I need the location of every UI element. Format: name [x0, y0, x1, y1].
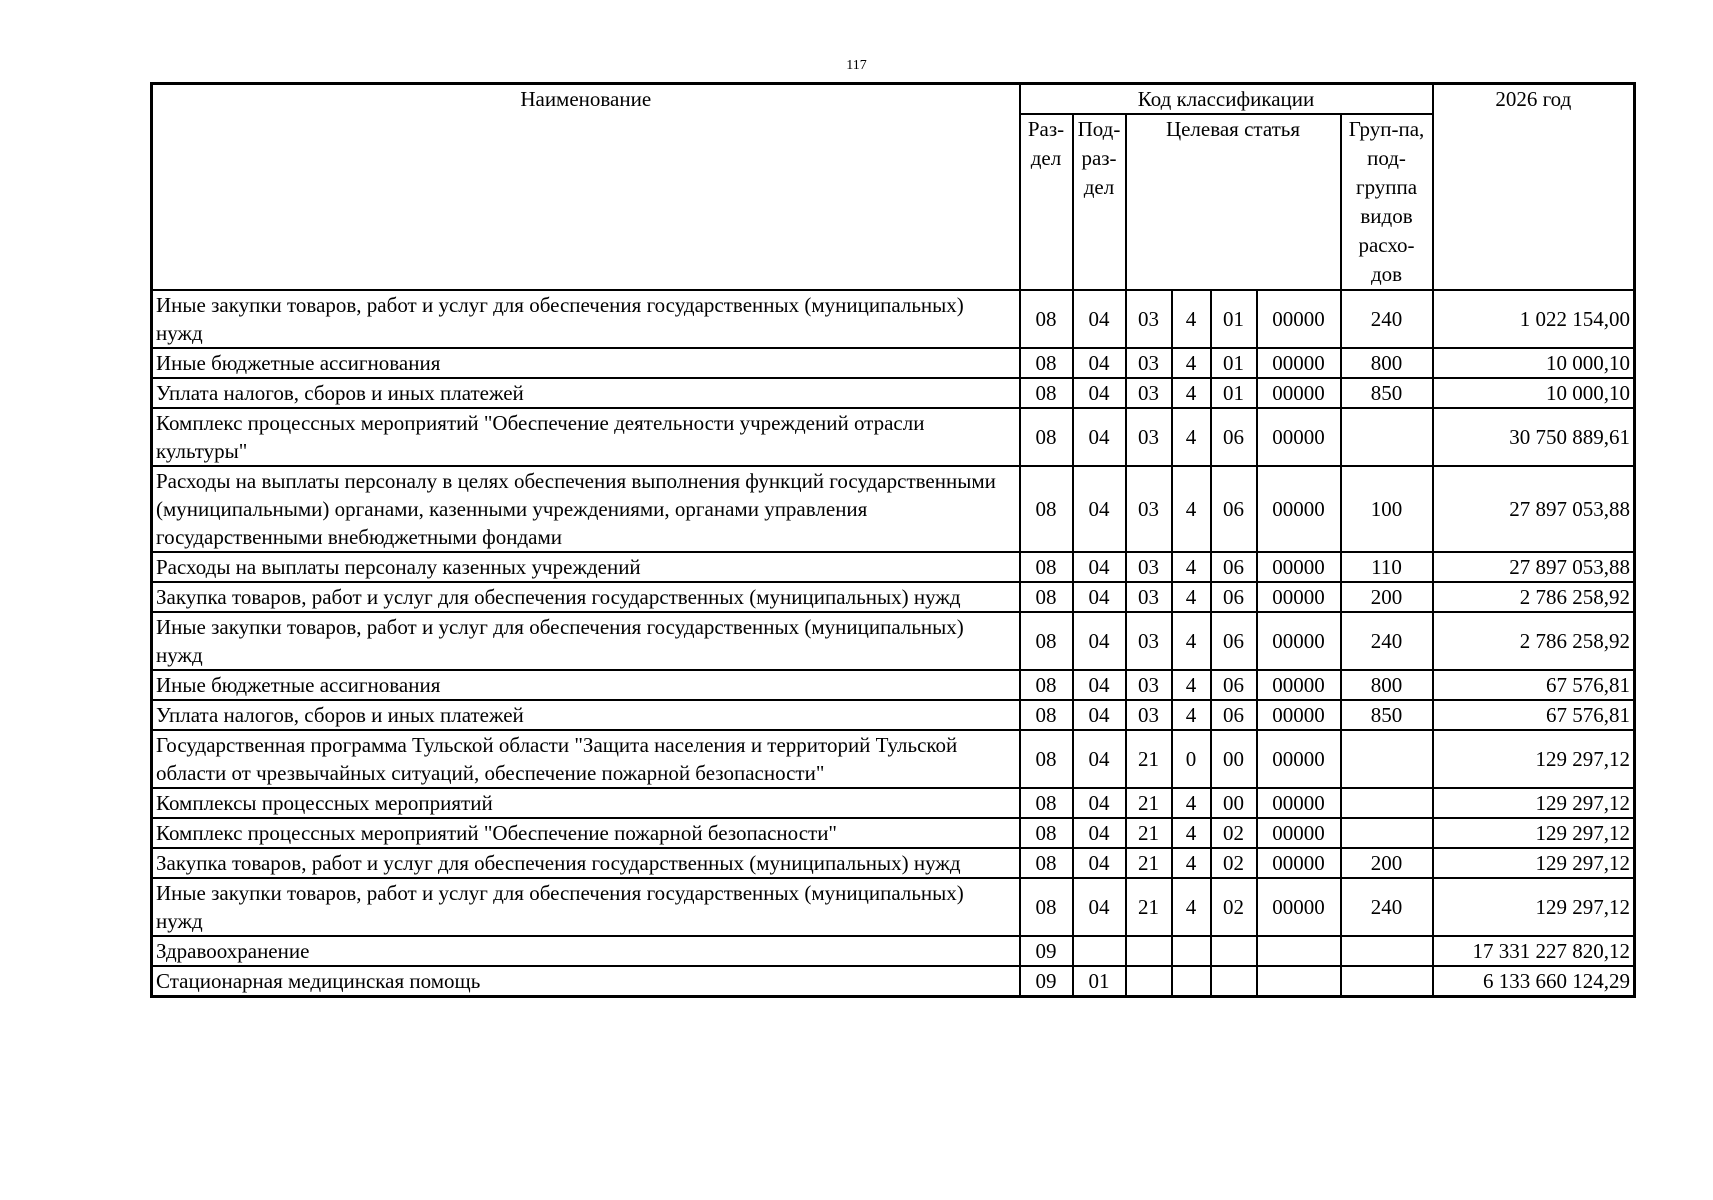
cell-target-direction: 00000: [1257, 378, 1341, 408]
cell-target-subprogram: 01: [1211, 348, 1257, 378]
cell-name: Комплексы процессных мероприятий: [152, 788, 1020, 818]
cell-target-subprogram: 01: [1211, 290, 1257, 348]
cell-podrazdel: 04: [1073, 612, 1126, 670]
cell-podrazdel: 04: [1073, 552, 1126, 582]
cell-amount: 1 022 154,00: [1433, 290, 1635, 348]
cell-amount: 6 133 660 124,29: [1433, 966, 1635, 997]
cell-target-type: 4: [1172, 700, 1211, 730]
cell-target-subprogram: 06: [1211, 700, 1257, 730]
cell-target-type: 4: [1172, 552, 1211, 582]
cell-target-subprogram: 02: [1211, 848, 1257, 878]
cell-target-program: 21: [1126, 818, 1172, 848]
cell-podrazdel: 04: [1073, 670, 1126, 700]
cell-razdel: 08: [1020, 582, 1073, 612]
cell-expense-group: 850: [1341, 700, 1433, 730]
header-subsection: Под-раз-дел: [1073, 114, 1126, 290]
cell-target-direction: 00000: [1257, 612, 1341, 670]
cell-razdel: 08: [1020, 818, 1073, 848]
cell-podrazdel: 04: [1073, 788, 1126, 818]
cell-razdel: 08: [1020, 378, 1073, 408]
cell-razdel: 08: [1020, 700, 1073, 730]
cell-name: Здравоохранение: [152, 936, 1020, 966]
cell-target-direction: 00000: [1257, 348, 1341, 378]
cell-razdel: 08: [1020, 290, 1073, 348]
cell-name: Иные бюджетные ассигнования: [152, 670, 1020, 700]
cell-amount: 129 297,12: [1433, 848, 1635, 878]
table-row: [152, 378, 1635, 408]
cell-expense-group: 240: [1341, 612, 1433, 670]
header-expense-group: Груп-па, под-группа видов расхо-дов: [1341, 114, 1433, 290]
cell-target-direction: 00000: [1257, 670, 1341, 700]
cell-podrazdel: [1073, 936, 1126, 966]
cell-expense-group: [1341, 730, 1433, 788]
cell-razdel: 08: [1020, 670, 1073, 700]
cell-razdel: 09: [1020, 936, 1073, 966]
cell-amount: 10 000,10: [1433, 378, 1635, 408]
table-row: [152, 670, 1635, 700]
cell-target-type: 4: [1172, 378, 1211, 408]
cell-razdel: 08: [1020, 788, 1073, 818]
cell-name: Иные закупки товаров, работ и услуг для обеспечения государственных (муниципальных) нужд: [152, 612, 1020, 670]
cell-target-subprogram: 02: [1211, 878, 1257, 936]
cell-target-direction: 00000: [1257, 730, 1341, 788]
table-row: [152, 582, 1635, 612]
cell-target-program: 21: [1126, 788, 1172, 818]
cell-target-type: [1172, 966, 1211, 997]
cell-target-subprogram: 06: [1211, 582, 1257, 612]
table-row: [152, 348, 1635, 378]
cell-podrazdel: 04: [1073, 348, 1126, 378]
cell-podrazdel: 04: [1073, 818, 1126, 848]
table-row: [152, 730, 1635, 788]
table-row: [152, 612, 1635, 670]
table-row: [152, 818, 1635, 848]
cell-target-program: 03: [1126, 408, 1172, 466]
cell-amount: 67 576,81: [1433, 670, 1635, 700]
header-row-1: [152, 84, 1635, 115]
cell-name: Расходы на выплаты персоналу казенных учреждений: [152, 552, 1020, 582]
cell-name: Уплата налогов, сборов и иных платежей: [152, 378, 1020, 408]
cell-target-direction: 00000: [1257, 408, 1341, 466]
table-row: [152, 966, 1635, 997]
cell-target-subprogram: 00: [1211, 730, 1257, 788]
cell-target-subprogram: 06: [1211, 552, 1257, 582]
cell-expense-group: 100: [1341, 466, 1433, 552]
cell-target-program: 21: [1126, 878, 1172, 936]
cell-target-subprogram: [1211, 966, 1257, 997]
cell-target-type: 4: [1172, 818, 1211, 848]
cell-name: Закупка товаров, работ и услуг для обеспечения государственных (муниципальных) нужд: [152, 582, 1020, 612]
table-row: [152, 466, 1635, 552]
cell-target-program: 03: [1126, 582, 1172, 612]
cell-target-direction: 00000: [1257, 700, 1341, 730]
cell-expense-group: 110: [1341, 552, 1433, 582]
page-number: 117: [846, 58, 867, 73]
cell-razdel: 08: [1020, 466, 1073, 552]
cell-podrazdel: 04: [1073, 878, 1126, 936]
cell-podrazdel: 01: [1073, 966, 1126, 997]
cell-expense-group: [1341, 788, 1433, 818]
cell-amount: 2 786 258,92: [1433, 582, 1635, 612]
cell-target-program: 03: [1126, 552, 1172, 582]
cell-razdel: 08: [1020, 878, 1073, 936]
cell-target-program: 21: [1126, 848, 1172, 878]
cell-expense-group: 240: [1341, 290, 1433, 348]
cell-target-type: [1172, 936, 1211, 966]
cell-target-direction: 00000: [1257, 788, 1341, 818]
header-code-group: Код классификации: [1020, 84, 1433, 115]
cell-target-type: 4: [1172, 348, 1211, 378]
table-row: [152, 700, 1635, 730]
cell-razdel: 09: [1020, 966, 1073, 997]
cell-name: Уплата налогов, сборов и иных платежей: [152, 700, 1020, 730]
cell-expense-group: 850: [1341, 378, 1433, 408]
cell-target-type: 4: [1172, 408, 1211, 466]
cell-podrazdel: 04: [1073, 730, 1126, 788]
cell-target-type: 4: [1172, 670, 1211, 700]
cell-expense-group: [1341, 818, 1433, 848]
cell-podrazdel: 04: [1073, 290, 1126, 348]
cell-name: Государственная программа Тульской области "Защита населения и территорий Тульской области от чрезвычайных ситуаций, обеспечение пожарной безопасности": [152, 730, 1020, 788]
cell-target-program: 03: [1126, 348, 1172, 378]
cell-target-type: 4: [1172, 466, 1211, 552]
cell-target-program: 03: [1126, 378, 1172, 408]
cell-target-program: [1126, 936, 1172, 966]
cell-razdel: 08: [1020, 612, 1073, 670]
cell-amount: 67 576,81: [1433, 700, 1635, 730]
cell-amount: 10 000,10: [1433, 348, 1635, 378]
table-row: [152, 408, 1635, 466]
cell-target-subprogram: [1211, 936, 1257, 966]
cell-expense-group: 240: [1341, 878, 1433, 936]
cell-podrazdel: 04: [1073, 582, 1126, 612]
cell-expense-group: [1341, 408, 1433, 466]
cell-target-type: 4: [1172, 788, 1211, 818]
cell-target-program: 03: [1126, 290, 1172, 348]
cell-razdel: 08: [1020, 552, 1073, 582]
cell-target-program: [1126, 966, 1172, 997]
cell-expense-group: 200: [1341, 582, 1433, 612]
table-row: [152, 788, 1635, 818]
cell-name: Иные закупки товаров, работ и услуг для обеспечения государственных (муниципальных) нужд: [152, 878, 1020, 936]
cell-target-type: 0: [1172, 730, 1211, 788]
cell-podrazdel: 04: [1073, 378, 1126, 408]
header-section: Раз-дел: [1020, 114, 1073, 290]
cell-target-type: 4: [1172, 848, 1211, 878]
cell-target-direction: 00000: [1257, 552, 1341, 582]
cell-target-type: 4: [1172, 290, 1211, 348]
cell-target-program: 03: [1126, 700, 1172, 730]
cell-amount: 129 297,12: [1433, 878, 1635, 936]
cell-expense-group: 200: [1341, 848, 1433, 878]
cell-amount: 27 897 053,88: [1433, 466, 1635, 552]
table-row: [152, 552, 1635, 582]
table-row: [152, 848, 1635, 878]
cell-target-subprogram: 06: [1211, 466, 1257, 552]
cell-target-direction: [1257, 936, 1341, 966]
cell-amount: 2 786 258,92: [1433, 612, 1635, 670]
cell-razdel: 08: [1020, 848, 1073, 878]
cell-target-type: 4: [1172, 612, 1211, 670]
cell-podrazdel: 04: [1073, 408, 1126, 466]
cell-name: Иные бюджетные ассигнования: [152, 348, 1020, 378]
cell-target-program: 03: [1126, 670, 1172, 700]
cell-amount: 129 297,12: [1433, 818, 1635, 848]
cell-amount: 30 750 889,61: [1433, 408, 1635, 466]
cell-razdel: 08: [1020, 408, 1073, 466]
cell-target-direction: 00000: [1257, 466, 1341, 552]
cell-amount: 17 331 227 820,12: [1433, 936, 1635, 966]
cell-target-direction: 00000: [1257, 878, 1341, 936]
cell-name: Закупка товаров, работ и услуг для обеспечения государственных (муниципальных) нужд: [152, 848, 1020, 878]
header-target-article: Целевая статья: [1126, 114, 1341, 290]
cell-razdel: 08: [1020, 348, 1073, 378]
cell-target-type: 4: [1172, 582, 1211, 612]
cell-name: Комплекс процессных мероприятий "Обеспечение пожарной безопасности": [152, 818, 1020, 848]
cell-razdel: 08: [1020, 730, 1073, 788]
cell-target-subprogram: 02: [1211, 818, 1257, 848]
cell-amount: 129 297,12: [1433, 730, 1635, 788]
cell-podrazdel: 04: [1073, 466, 1126, 552]
cell-target-subprogram: 01: [1211, 378, 1257, 408]
cell-name: Иные закупки товаров, работ и услуг для обеспечения государственных (муниципальных) нужд: [152, 290, 1020, 348]
cell-name: Расходы на выплаты персоналу в целях обеспечения выполнения функций государственными (муниципальными) органами, казенными учреждениями, органами управления государственными внебюджетными фондами: [152, 466, 1020, 552]
cell-target-program: 03: [1126, 612, 1172, 670]
cell-podrazdel: 04: [1073, 848, 1126, 878]
table-row: [152, 290, 1635, 348]
cell-target-program: 21: [1126, 730, 1172, 788]
cell-target-direction: [1257, 966, 1341, 997]
cell-target-direction: 00000: [1257, 818, 1341, 848]
cell-target-direction: 00000: [1257, 848, 1341, 878]
table-row: [152, 936, 1635, 966]
cell-target-direction: 00000: [1257, 582, 1341, 612]
cell-target-direction: 00000: [1257, 290, 1341, 348]
cell-target-subprogram: 06: [1211, 408, 1257, 466]
cell-target-type: 4: [1172, 878, 1211, 936]
header-name: Наименование: [152, 84, 1020, 291]
cell-expense-group: [1341, 936, 1433, 966]
cell-target-program: 03: [1126, 466, 1172, 552]
cell-target-subprogram: 06: [1211, 612, 1257, 670]
header-year: 2026 год: [1433, 84, 1635, 291]
cell-expense-group: 800: [1341, 670, 1433, 700]
cell-target-subprogram: 06: [1211, 670, 1257, 700]
cell-podrazdel: 04: [1073, 700, 1126, 730]
budget-table: [150, 82, 1636, 998]
table-body: [152, 290, 1635, 997]
cell-target-subprogram: 00: [1211, 788, 1257, 818]
cell-amount: 129 297,12: [1433, 788, 1635, 818]
cell-expense-group: 800: [1341, 348, 1433, 378]
cell-name: Комплекс процессных мероприятий "Обеспечение деятельности учреждений отрасли культуры": [152, 408, 1020, 466]
cell-amount: 27 897 053,88: [1433, 552, 1635, 582]
table-row: [152, 878, 1635, 936]
cell-name: Стационарная медицинская помощь: [152, 966, 1020, 997]
cell-expense-group: [1341, 966, 1433, 997]
